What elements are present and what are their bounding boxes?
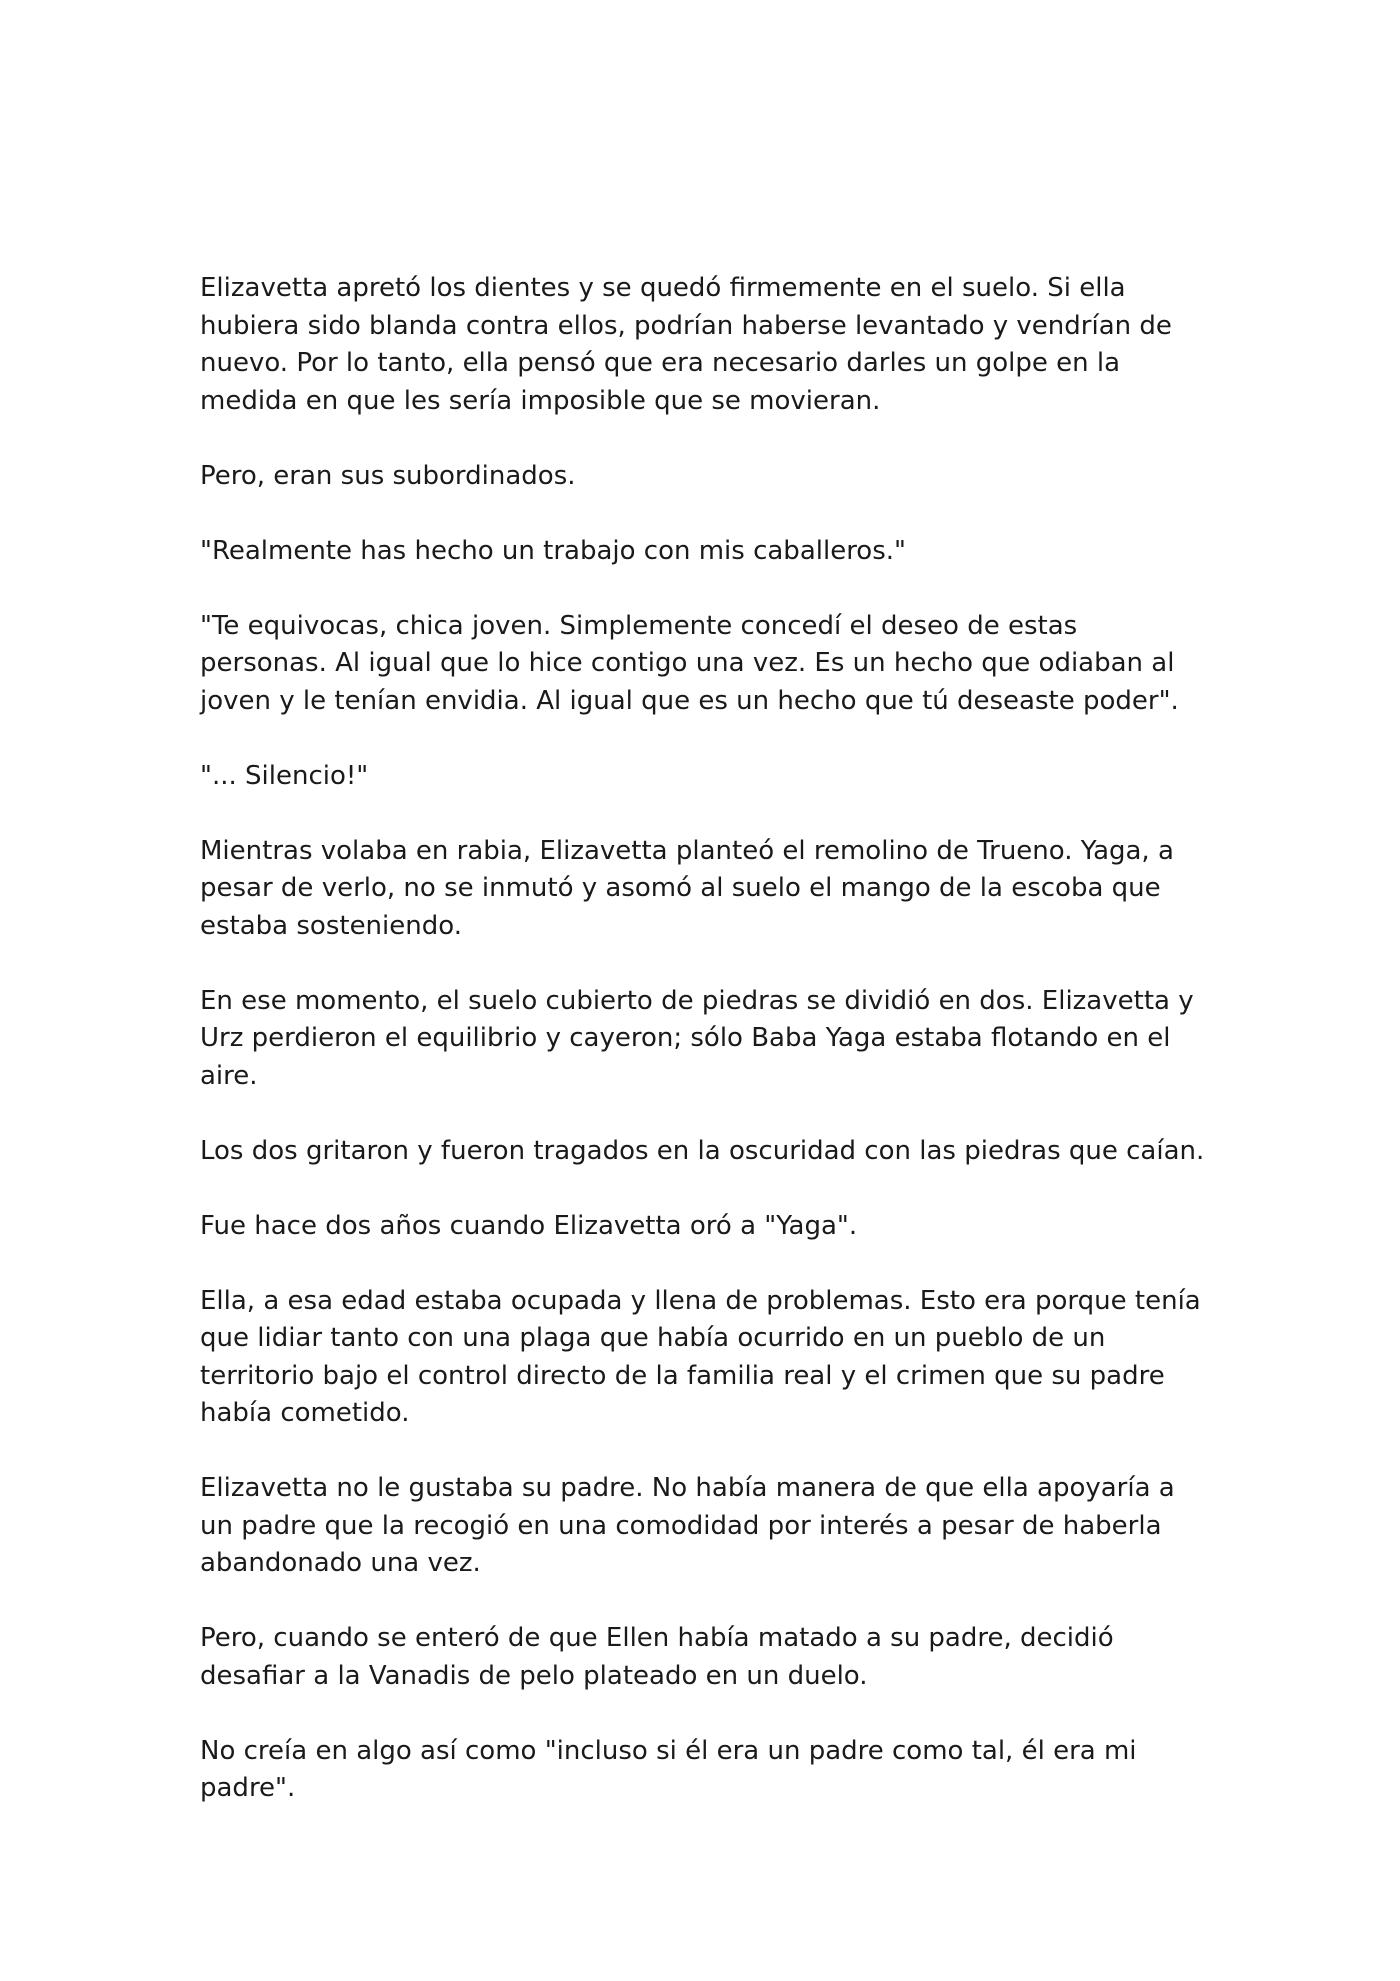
paragraph: No creía en algo así como "incluso si él era un padre como tal, él era mi padre". xyxy=(200,1735,1137,1803)
paragraph: Ella, a esa edad estaba ocupada y llena de problemas. Esto era porque tenía que lidiar tanto con una plaga que había ocurrido en un pueblo de un territorio bajo el control directo de la familia real y el crimen que su padre había cometido. xyxy=(200,1285,1201,1428)
paragraph: "Realmente has hecho un trabajo con mis caballeros." xyxy=(200,535,906,566)
paragraph: Pero, eran sus subordinados. xyxy=(200,460,576,491)
paragraph: Elizavetta no le gustaba su padre. No había manera de que ella apoyaría a un padre que la recogió en una comodidad por interés a pesar de haberla abandonado una vez. xyxy=(200,1473,1175,1578)
paragraph: Los dos gritaron y fueron tragados en la oscuridad con las piedras que caían. xyxy=(200,1135,1205,1166)
paragraph: "Te equivocas, chica joven. Simplemente concedí el deseo de estas personas. Al igual que lo hice contigo una vez. Es un hecho que odiaban al joven y le tenían envidia. Al igual que es un hecho que tú deseaste poder". xyxy=(200,610,1179,716)
document-body xyxy=(200,270,1210,1845)
paragraph: "... Silencio!" xyxy=(200,760,369,791)
paragraph: Mientras volaba en rabia, Elizavetta planteó el remolino de Trueno. Yaga, a pesar de verlo, no se inmutó y asomó al suelo el mango de la escoba que estaba sosteniendo. xyxy=(200,835,1174,941)
paragraph: Elizavetta apretó los dientes y se quedó firmemente en el suelo. Si ella hubiera sido blanda contra ellos, podrían haberse levantado y vendrían de nuevo. Por lo tanto, ella pensó que era necesario darles un golpe en la medida en que les sería imposible que se movieran. xyxy=(200,273,1172,416)
paragraph: Fue hace dos años cuando Elizavetta oró a "Yaga". xyxy=(200,1210,858,1241)
paragraph: En ese momento, el suelo cubierto de piedras se dividió en dos. Elizavetta y Urz perdieron el equilibrio y cayeron; sólo Baba Yaga estaba flotando en el aire. xyxy=(200,985,1194,1091)
paragraph: Pero, cuando se enteró de que Ellen había matado a su padre, decidió desafiar a la Vanadis de pelo plateado en un duelo. xyxy=(200,1623,1114,1691)
